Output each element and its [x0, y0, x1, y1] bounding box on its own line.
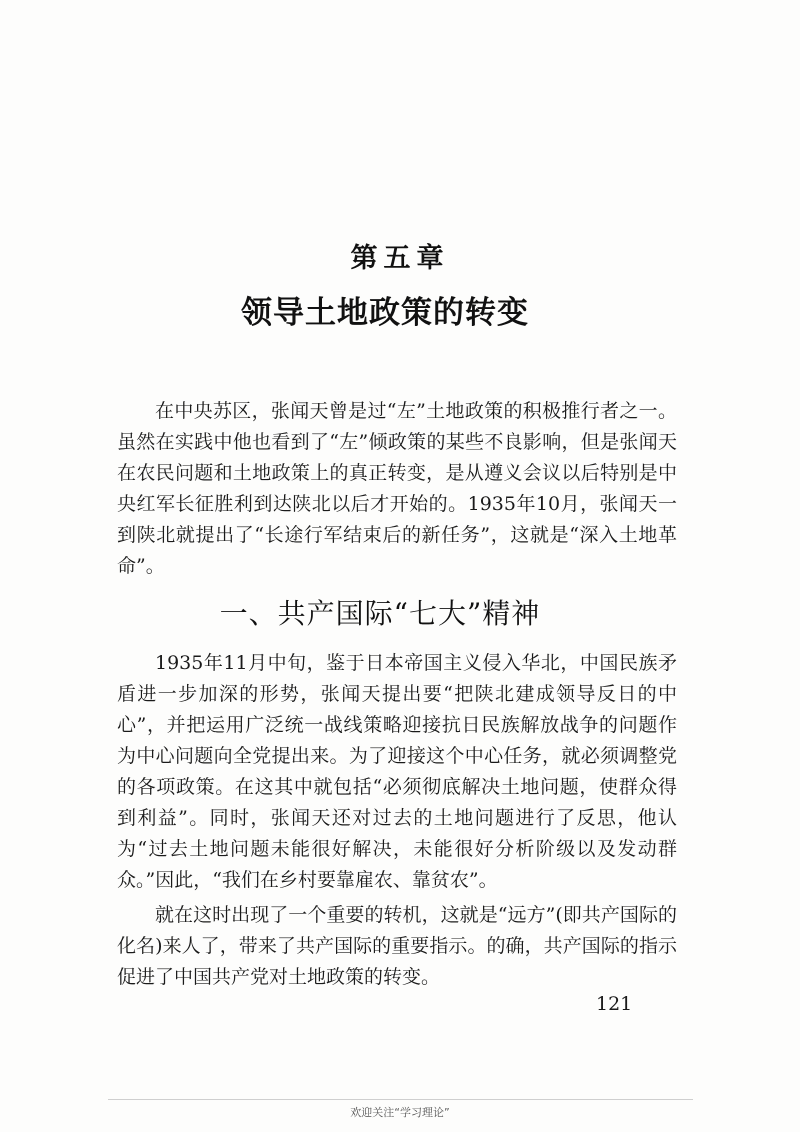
page-number: 121	[596, 993, 633, 1015]
section-paragraph-1	[117, 648, 677, 896]
chapter-title: 领导土地政策的转变	[241, 295, 529, 331]
paragraph-text: 1935年11月中旬，鉴于日本帝国主义侵入华北，中国民族矛盾进一步加深的形势，张闻天提出要“把陕北建成领导反日的中心”，并把运用广泛统一战线策略迎接抗日民族解放战争的问题作为中心问题向全党提出来。为了迎接这个中心任务，就必须调整党的各项政策。在这其中就包括“必须彻底解决土地问题，使群众得到利益”。同时，张闻天还对过去的土地问题进行了反思，他认为“过去土地问题未能很好解决，未能很好分析阶级以及发动群众。”因此，“我们在乡村要靠雇农、靠贫农”。	[117, 652, 677, 891]
intro-paragraph	[117, 396, 677, 582]
footer-note: 欢迎关注“学习理论”	[350, 1106, 450, 1119]
section-paragraph-2	[117, 900, 677, 993]
paragraph-text: 就在这时出现了一个重要的转机，这就是“远方”(即共产国际的化名)来人了，带来了共产国际的重要指示。的确，共产国际的指示促进了中国共产党对土地政策的转变。	[117, 904, 677, 988]
section-title: 一、共产国际“七大”精神	[219, 597, 541, 630]
paragraph-text: 在中央苏区，张闻天曾是过“左”土地政策的积极推行者之一。虽然在实践中他也看到了“左”倾政策的某些不良影响，但是张闻天在农民问题和土地政策上的真正转变，是从遵义会议以后特别是中央红军长征胜利到达陕北以后才开始的。1935年10月，张闻天一到陕北就提出了“长途行军结束后的新任务”，这就是“深入土地革命”。	[117, 400, 677, 577]
chapter-number: 第五章	[350, 243, 450, 274]
footer-divider	[108, 1099, 693, 1100]
